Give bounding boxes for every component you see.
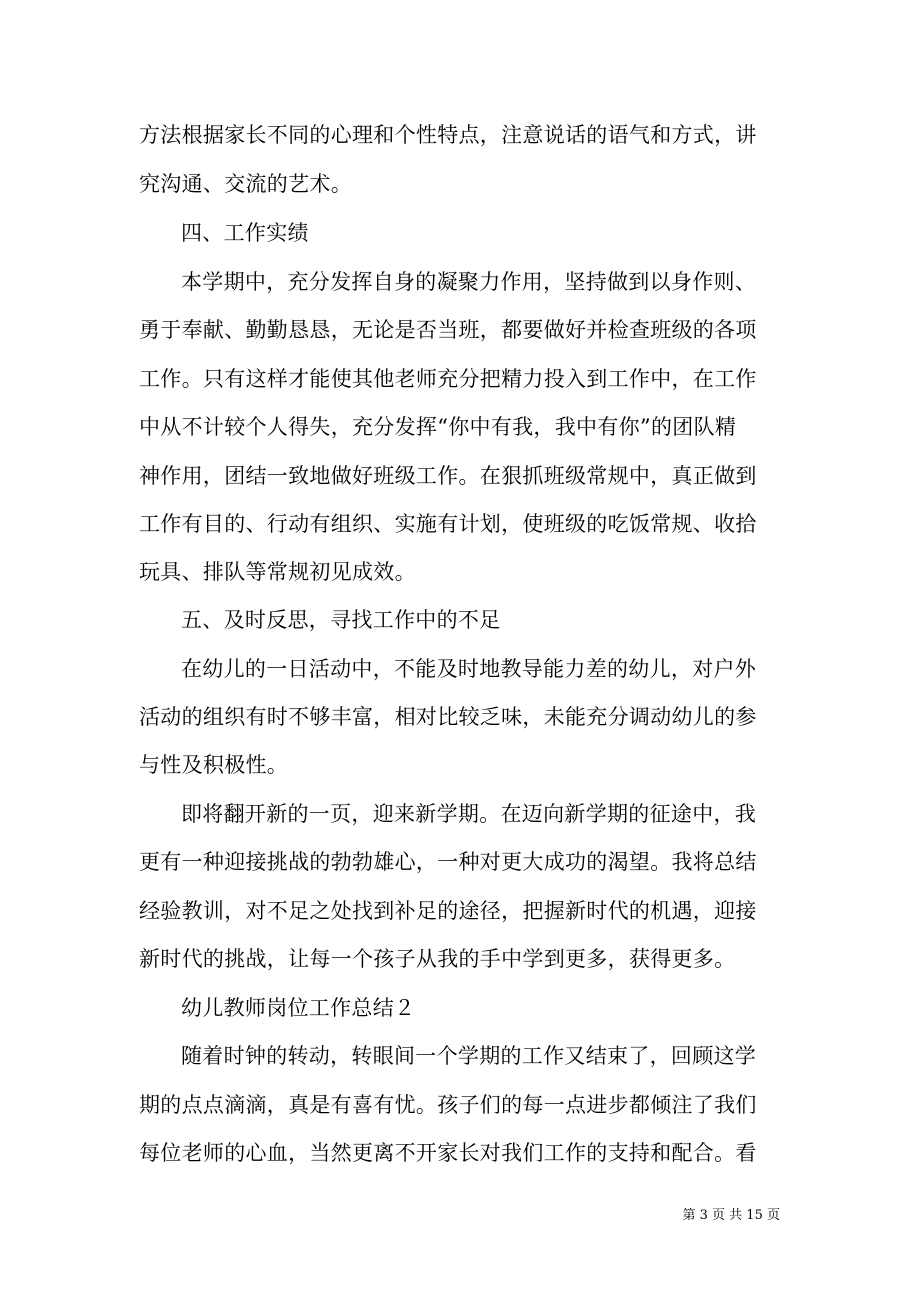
text-line: 活动的组织有时不够丰富，相对比较乏味，未能充分调动幼儿的参 bbox=[139, 705, 757, 729]
text-line: 新时代的挑战，让每一个孩子从我的手中学到更多，获得更多。 bbox=[139, 947, 736, 971]
text-line: 即将翻开新的一页，迎来新学期。在迈向新学期的征途中，我 bbox=[181, 802, 757, 826]
footer-prefix: 第 bbox=[682, 1208, 696, 1223]
footer-current-page: 3 bbox=[699, 1208, 708, 1223]
text-line: 更有一种迎接挑战的勃勃雄心，一种对更大成功的渴望。我将总结 bbox=[139, 850, 757, 874]
text-line: 玩具、排队等常规初见成效。 bbox=[139, 560, 416, 584]
footer-suffix: 页 bbox=[766, 1208, 780, 1223]
text-line: 期的点点滴滴，真是有喜有忧。孩子们的每一点进步都倾注了我们 bbox=[139, 1093, 757, 1117]
section-heading: 五、及时反思，寻找工作中的不足 bbox=[181, 608, 501, 632]
footer-middle: 页 共 bbox=[712, 1208, 743, 1223]
text-line: 每位老师的心血，当然更离不开家长对我们工作的支持和配合。看 bbox=[139, 1141, 757, 1165]
text-line: 中从不计较个人得失，充分发挥“你中有我，我中有你”的团队精 bbox=[139, 415, 737, 439]
text-line: 工作。只有这样才能使其他老师充分把精力投入到工作中，在工作 bbox=[139, 367, 757, 391]
section-heading: 幼儿教师岗位工作总结２ bbox=[181, 996, 416, 1020]
text-line: 神作用，团结一致地做好班级工作。在狠抓班级常规中，真正做到 bbox=[139, 464, 757, 488]
section-heading: 四、工作实绩 bbox=[181, 221, 309, 245]
text-line: 究沟通、交流的艺术。 bbox=[139, 172, 352, 196]
page-number-footer bbox=[600, 1206, 780, 1226]
text-line: 在幼儿的一日活动中，不能及时地教导能力差的幼儿，对户外 bbox=[181, 657, 757, 681]
text-line: 与性及积极性。 bbox=[139, 753, 289, 777]
text-line: 工作有目的、行动有组织、实施有计划，使班级的吃饭常规、收拾 bbox=[139, 512, 757, 536]
text-line: 勇于奉献、勤勤恳恳，无论是否当班，都要做好并检查班级的各项 bbox=[139, 318, 757, 342]
footer-total-pages: 15 bbox=[746, 1208, 763, 1223]
text-line: 方法根据家长不同的心理和个性特点，注意说话的语气和方式，讲 bbox=[139, 123, 757, 147]
text-line: 随着时钟的转动，转眼间一个学期的工作又结束了，回顾这学 bbox=[181, 1044, 757, 1068]
text-line: 经验教训，对不足之处找到补足的途径，把握新时代的机遇，迎接 bbox=[139, 899, 757, 923]
text-line: 本学期中，充分发挥自身的凝聚力作用，坚持做到以身作则、 bbox=[181, 270, 757, 294]
